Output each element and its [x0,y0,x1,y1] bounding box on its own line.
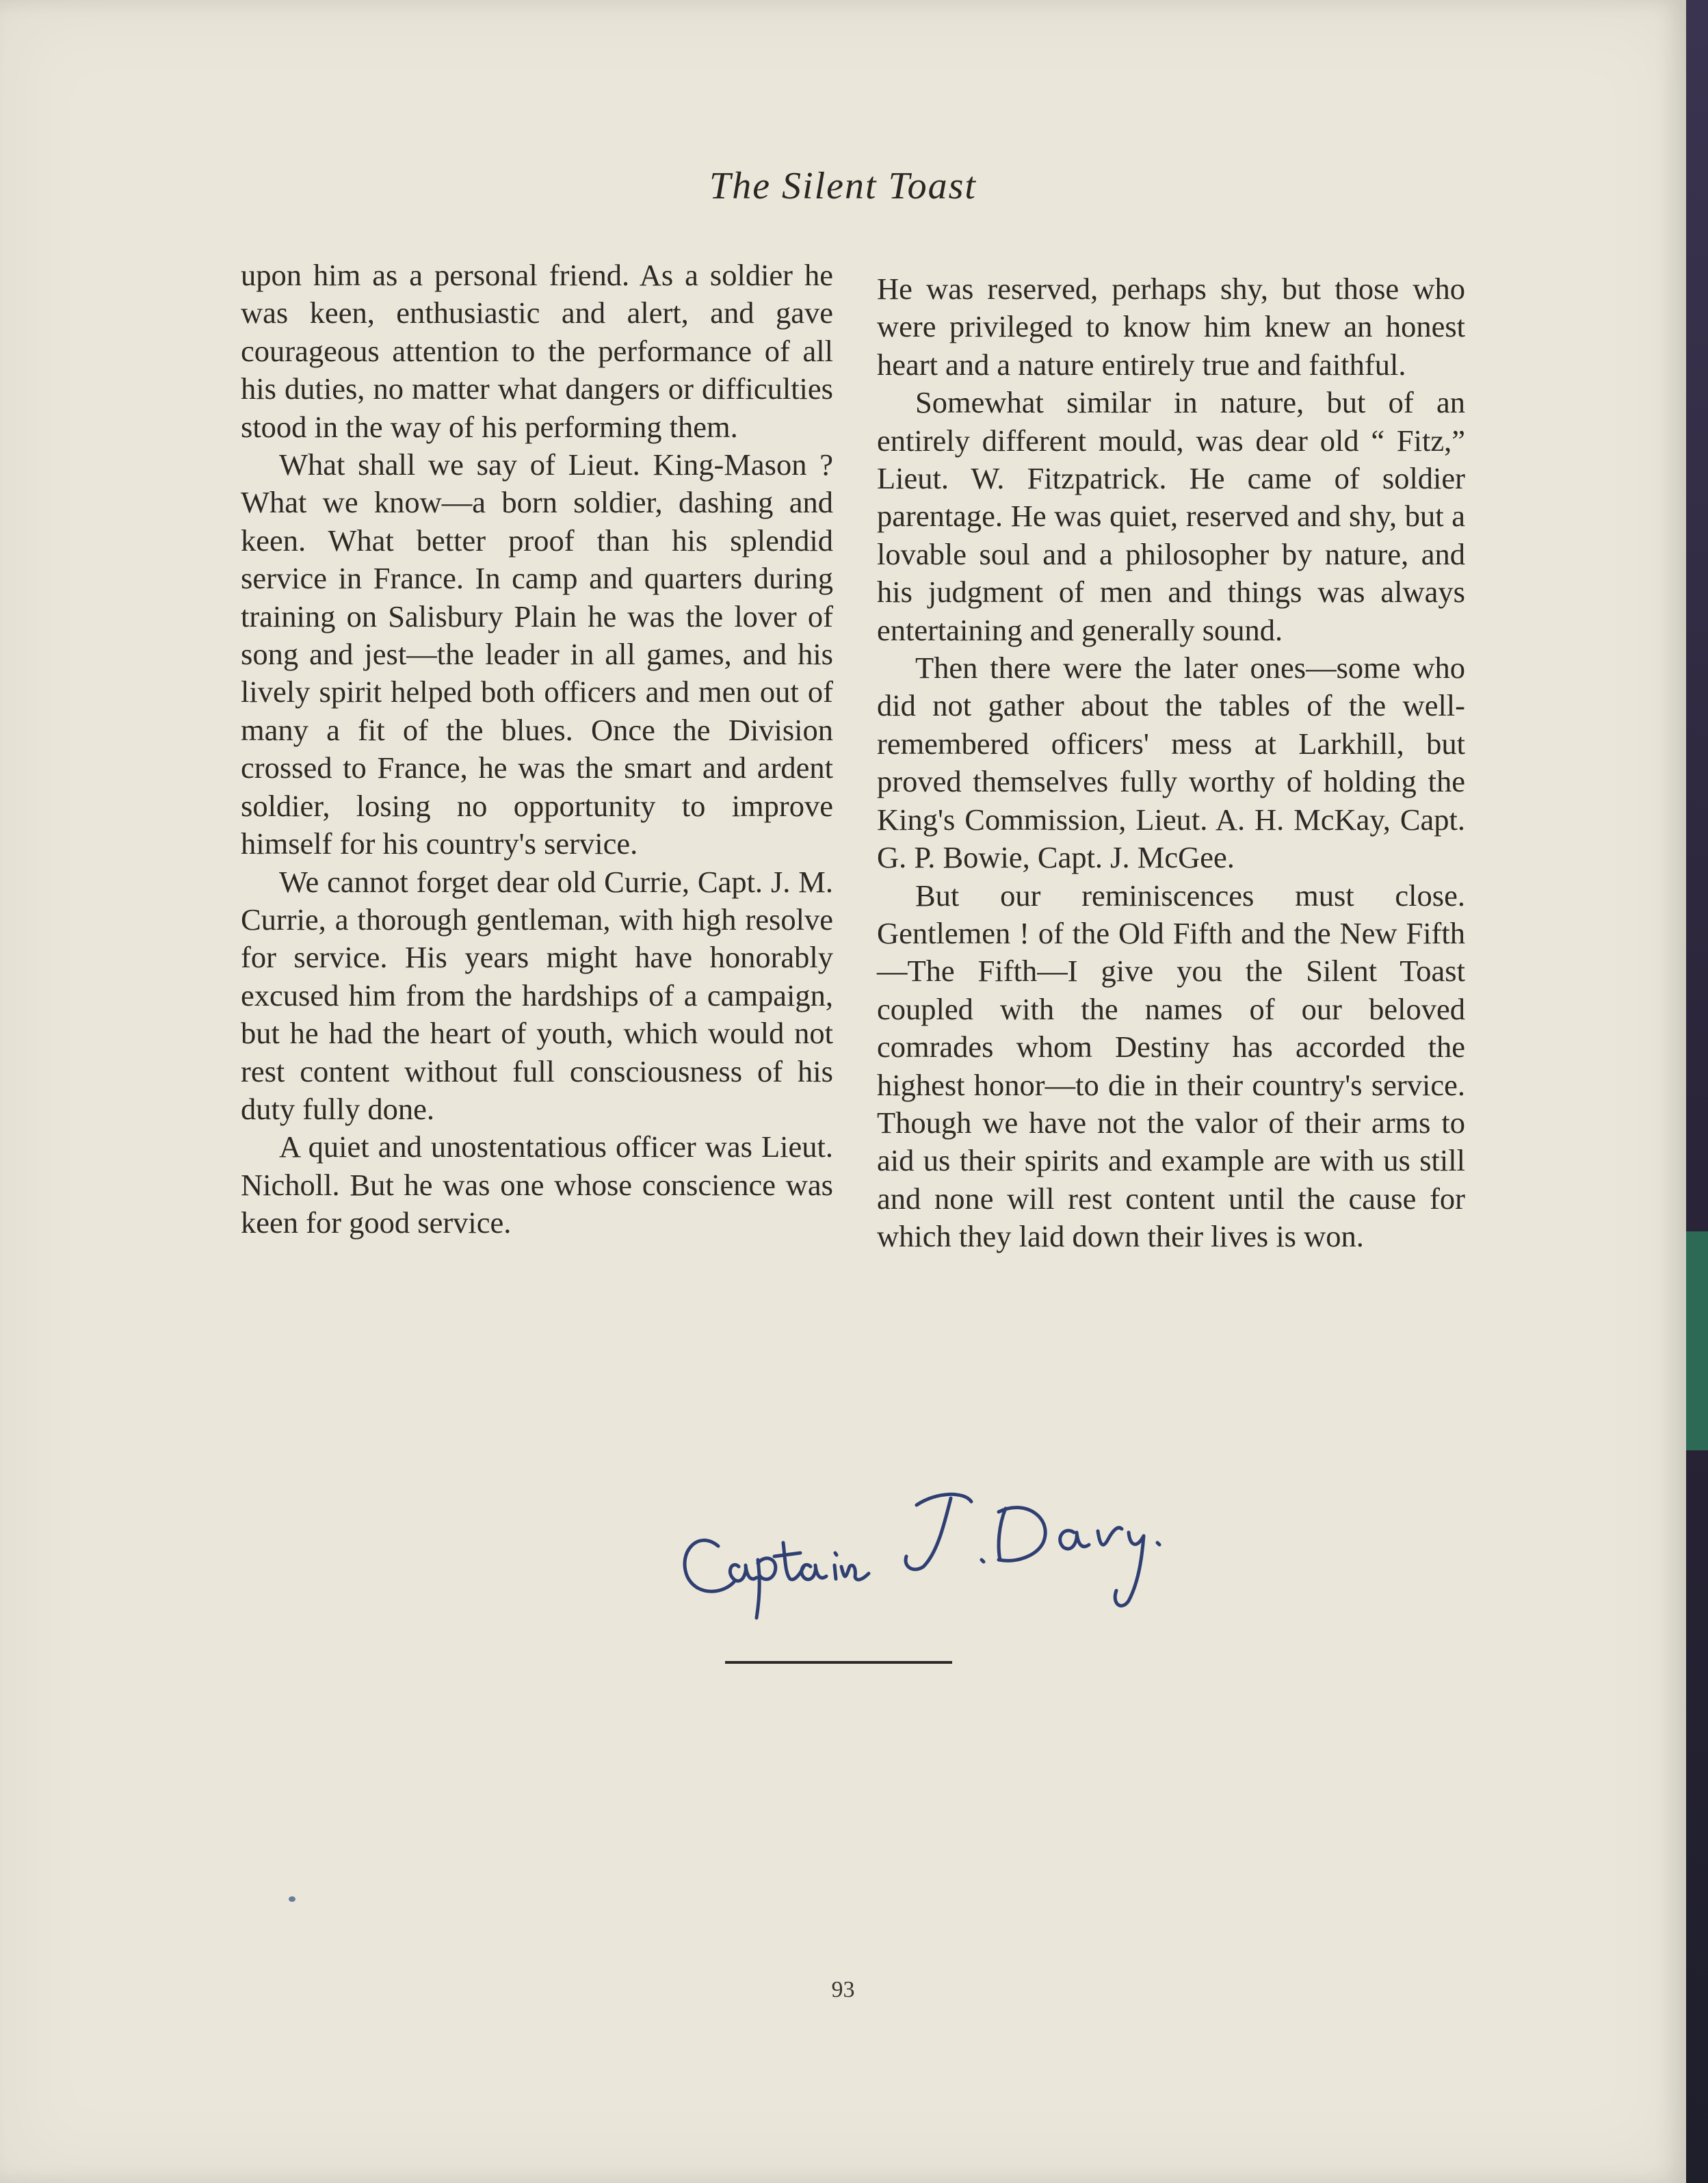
handwritten-signature [670,1464,1231,1621]
paragraph: He was reserved, perhaps shy, but those who were privileged to know him knew an honest heart and a nature entirely true and faithful. [877,272,1465,382]
paragraph: Then there were the later ones—some who did not gather about the tables of the well-remembered officers' mess at Larkhill, but proved themselves fully worthy of holding the King's Commission, Lieut. A. H. McKay, Capt. G. P. Bowie, Capt. J. McGee. [877,651,1465,875]
paragraph: What shall we say of Lieut. King-Mason ? What we know—a born soldier, dashing and keen. What better proof than his splendid service in France. In camp and quarters during training on Salisbury Plain he was the lover of song and jest—the leader in all games, and his lively spirit helped both officers and men out of many a fit of the blues. Once the Division crossed to France, he was the smart and ardent soldier, losing no opportunity to improve himself for his country's service. [241,447,833,861]
end-rule [725,1661,952,1664]
paper-speck [289,1896,295,1902]
paragraph: Somewhat similar in nature, but of an entirely different mould, was dear old “ Fitz,” Lieut. W. Fitzpatrick. He came of soldier parentage. He was quiet, reserved and shy, but a lovable soul and a philosopher by nature, and his judgment of men and things was always entertaining and generally sound. [877,385,1465,647]
paragraph: A quiet and unostentatious officer was Lieut. Nicholl. But he was one whose conscience was keen for good service. [241,1129,833,1240]
paragraph: But our reminiscences must close. Gentlemen ! of the Old Fifth and the New Fifth—The Fifth—I give you the Silent Toast coupled with the names of our beloved comrades whom Destiny has accorded the highest honor—to die in their country's service. Though we have not the valor of their arms to aid us their spirits and example are with us still and none will rest content until the cause for which they laid down their lives is won. [877,878,1465,1254]
page-edge-shadow [1686,0,1708,2183]
paragraph: We cannot forget dear old Currie, Capt. J. M. Currie, a thorough gentleman, with high resolve for service. His years might have honorably excused him from the hardships of a campaign, but he had the heart of youth, which would not rest content without full consciousness of his duty fully done. [241,864,833,1126]
left-column [241,257,833,1242]
right-column [877,270,1465,1256]
page-edge-tab [1686,1231,1708,1450]
page-number: 93 [831,1977,855,2002]
paragraph: upon him as a personal friend. As a soldier he was keen, enthusiastic and alert, and gave courageous attention to the performance of all his duties, no matter what dangers or difficulties stood in the way of his performing them. [241,258,833,444]
running-title: The Silent Toast [709,165,977,207]
